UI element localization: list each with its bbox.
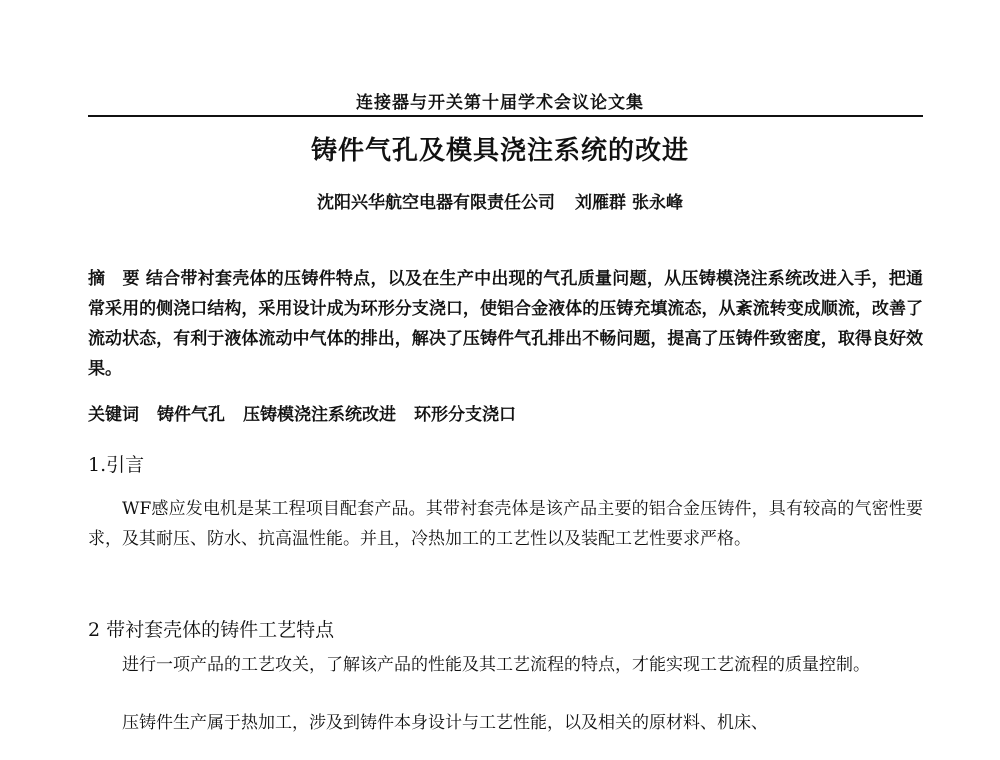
section-paragraph: 进行一项产品的工艺攻关，了解该产品的性能及其工艺流程的特点，才能实现工艺流程的质量控制。 [122, 655, 870, 675]
section-heading-process: 2 带衬套壳体的铸件工艺特点 [88, 619, 335, 641]
abstract-text: 结合带衬套壳体的压铸件特点，以及在生产中出现的气孔质量问题，从压铸模浇注系统改进入手，把通常采用的侧浇口结构，采用设计成为环形分支浇口，使铝合金液体的压铸充填流态，从紊流转变成顺流，改善了流动状态，有利于液体流动中气体的排出，解决了压铸件气孔排出不畅问题，提高了压铸件致密度，取得良好效果。 [88, 269, 924, 379]
abstract-label: 摘 要 [88, 269, 140, 289]
section-paragraph: WF感应发电机是某工程项目配套产品。其带衬套壳体是该产品主要的铝合金压铸件，具有较高的气密性要求，及其耐压、防水、抗高温性能。并且，冷热加工的工艺性以及装配工艺性要求严格。 [88, 499, 923, 549]
keyword-2: 压铸模浇注系统改进 [243, 405, 396, 425]
affiliation: 沈阳兴华航空电器有限责任公司 [317, 193, 555, 213]
author-1: 刘雁群 [575, 193, 626, 213]
keyword-1: 铸件气孔 [157, 405, 225, 425]
journal-header: 连接器与开关第十届学术会议论文集 [356, 93, 644, 113]
keywords-label: 关键词 [88, 405, 139, 425]
keyword-3: 环形分支浇口 [414, 405, 516, 425]
abstract [88, 264, 923, 384]
section-paragraph: 压铸件生产属于热加工，涉及到铸件本身设计与工艺性能，以及相关的原材料、机床、 [122, 713, 768, 733]
section-heading-introduction: 1.引言 [88, 454, 145, 476]
author-2: 张永峰 [632, 193, 683, 213]
keywords [88, 400, 923, 430]
byline [0, 188, 1000, 213]
paper-title: 铸件气孔及模具浇注系统的改进 [310, 136, 689, 166]
header-rule [88, 115, 923, 117]
